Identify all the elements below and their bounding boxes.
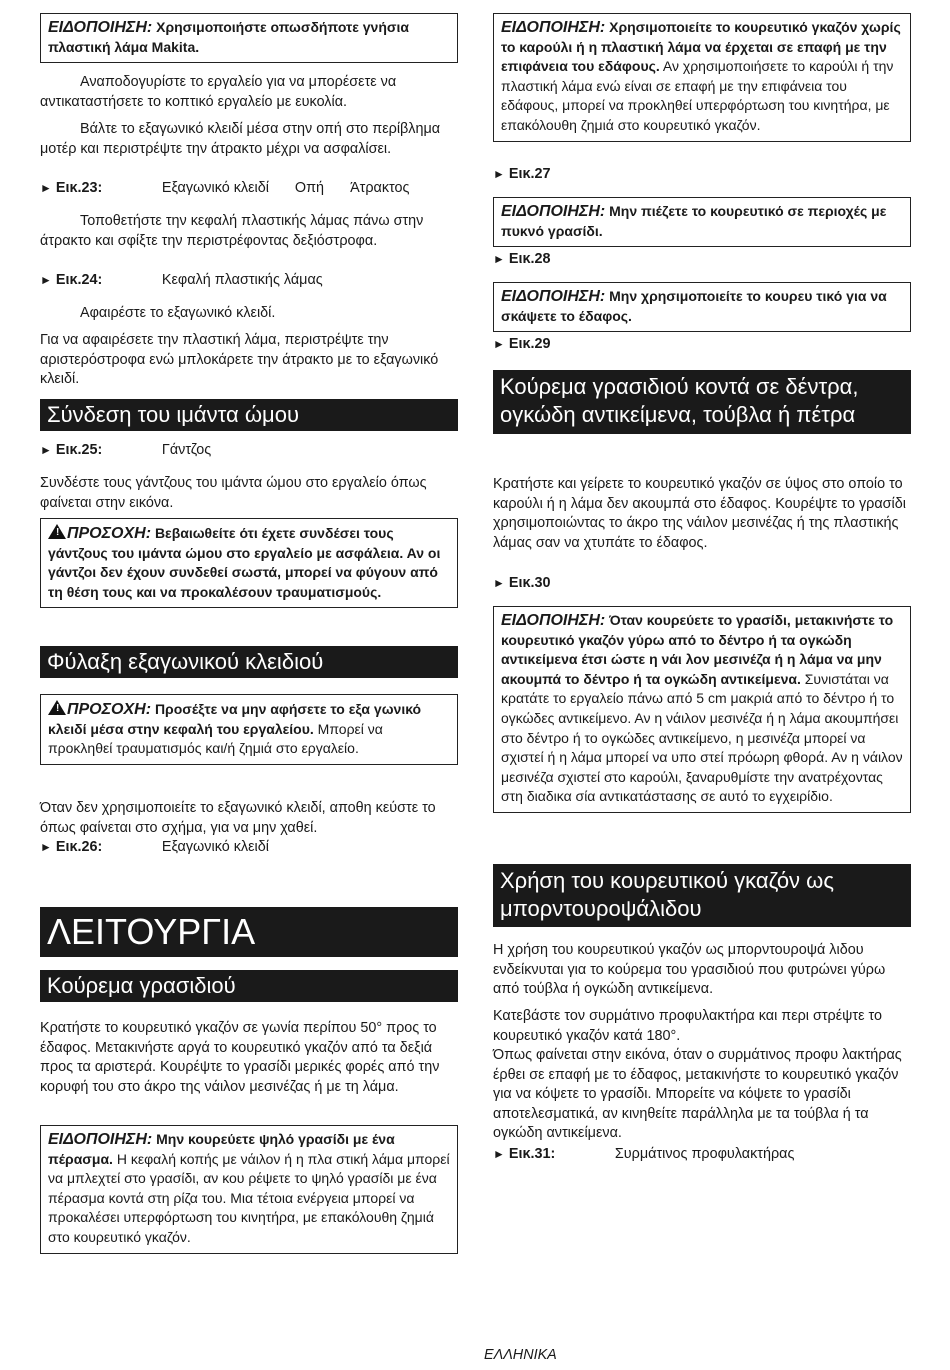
notice-digging: ΕΙΔΟΠΟΙΗΣΗ: Μην χρησιμοποιείτε το κουρευ τικό για να σκάψετε το έδαφος. (493, 282, 911, 332)
figure-ref-28: ► Εικ.28 (493, 251, 551, 267)
warning-triangle-icon: ! (48, 524, 66, 539)
notice-spool-ground: ΕΙΔΟΠΟΙΗΣΗ: Χρησιμοποιείτε το κουρευτικό γκαζόν χωρίς το καρούλι ή η πλαστική λάμα να έρχεται σε επαφή με την επιφάνεια του εδάφους. Αν χρησιμοποιήσετε το καρούλι ή την πλαστική λάμα ενώ είναι σε επαφή με την επιφάνεια του εδάφους, μπορεί να προκληθεί υπερφόρτωση του κινητήρα, με επακόλουθη ζημιά στο κουρευτικό γκαζόν. (493, 13, 911, 142)
notice-dense-grass: ΕΙΔΟΠΟΙΗΣΗ: Μην πιέζετε το κουρευτικό σε περιοχές με πυκνό γρασίδι. (493, 197, 911, 247)
paragraph: Κρατήστε το κουρευτικό γκαζόν σε γωνία περίπου 50° προς το έδαφος. Μετακινήστε αργά το κουρευτικό γκαζόν από τα δεξιά προς τα αριστερά. Κουρέψτε το γρασίδι μερικές φορές από την κορυφή του στο άκρο της νάιλον μεσινέζας ή με τη λάμα. (40, 1020, 440, 1095)
arrow-right-icon: ► (493, 576, 505, 590)
arrow-right-icon: ► (493, 337, 505, 351)
chapter-heading-operation: ΛΕΙΤΟΥΡΓΙΑ (40, 907, 458, 957)
paragraph: Βάλτε το εξαγωνικό κλειδί μέσα στην οπή στο περίβλημα μοτέρ και περιστρέψτε την άτρακτο μέχρι να ασφαλίσει. (40, 121, 441, 157)
caution-hooks: ! ΠΡΟΣΟΧΗ: Βεβαιωθείτε ότι έχετε συνδέσει τους γάντζους του ιμάντα ώμου στο εργαλείο με ασφάλεια. Αν οι γάντζοι δεν έχουν συνδεθεί σωστά, μπορεί να φύγουν από τη θέση τους και να προκαλέσουν τραυματισμούς. (40, 518, 458, 608)
figure-ref-25: ► Εικ.25: Γάντζος (40, 442, 212, 458)
paragraph: Η χρήση του κουρευτικού γκαζόν ως μπορντουροψά λιδου ενδείκνυται για το κούρεμα του γρασιδιού που φυτρώνει γύρω από τούβλα ή ογκώδη αντικείμενα. (493, 942, 886, 998)
paragraph: Όπως φαίνεται στην εικόνα, όταν ο συρμάτινος προφυ λακτήρας έρθει σε επαφή με το έδαφος, μετακινήστε το κουρευτικό γκαζόν για να κόψετε το γρασίδι. Μπορείτε να κόψετε το γρασίδι αποτελεσματικά, αν κινηθείτε παράλληλα με τα τούβλα ή τα ογκώδη αντικείμενα. (493, 1047, 902, 1142)
figure-ref-26: ► Εικ.26: Εξαγωνικό κλειδί (40, 839, 269, 855)
arrow-right-icon: ► (493, 167, 505, 181)
paragraph: Κατεβάστε τον συρμάτινο προφυλακτήρα και περι στρέψτε το κουρευτικό γκαζόν κατά 180°. (493, 1008, 882, 1044)
notice-trees: ΕΙΔΟΠΟΙΗΣΗ: Όταν κουρεύετε το γρασίδι, μετακινήστε το κουρευτικό γκαζόν γύρω από το δέντρο ή τα ογκώδη αντικείμενα έτσι ώστε η νάι λον μεσινέζα ή η λάμα να μην ακουμπά το δέντρο ή τα ογκώδη αντικείμενα. Συνιστάται να κρατάτε το εργαλείο πάνω από 5 cm μακριά από το δέντρο ή το ογκώδες αντικείμενο. Αν η νάιλον μεσινέζα ή η λάμα ακουμπήσει στο δέντρο ή το ογκώδες αντικείμενο, η μεσινέζα μπορεί να σχιστεί ή η λάμα μπορεί να υπο στεί πρόωρη φθορά. Αν η νάιλον μεσινέζα σχιστεί στο καρούλι, ξαναρυθμίστε την ανατρέχοντας στη διαδικα σία αντικατάστασης σε αυτό το εγχειρίδιο. (493, 606, 911, 813)
section-heading-shoulder-strap: Σύνδεση του ιμάντα ώμου (40, 399, 458, 431)
paragraph: Συνδέστε τους γάντζους του ιμάντα ώμου στο εργαλείο όπως φαίνεται στην εικόνα. (40, 475, 427, 511)
arrow-right-icon: ► (40, 443, 52, 457)
section-heading-edger: Χρήση του κουρευτικού γκαζόν ως μπορντουροψάλιδου (493, 864, 911, 927)
arrow-right-icon: ► (40, 181, 52, 195)
figure-ref-30: ► Εικ.30 (493, 575, 551, 591)
figure-ref-29: ► Εικ.29 (493, 336, 551, 352)
page-footer-language: ΕΛΛΗΝΙΚΑ (484, 1347, 557, 1363)
paragraph: Για να αφαιρέσετε την πλαστική λάμα, περιστρέψτε την αριστερόστροφα ενώ μπλοκάρετε την άτρακτο με το εξαγωνικό κλειδί. (40, 332, 439, 388)
notice-tall-grass: ΕΙΔΟΠΟΙΗΣΗ: Μην κουρεύετε ψηλό γρασίδι με ένα πέρασμα. Η κεφαλή κοπής με νάιλον ή η πλα στική λάμα μπορεί να μπλεχτεί στο γρασίδι, αν κου ρέψετε το ψηλό γρασίδι με ένα πέρασμα κοντά στη ρίζα του. Μια τέτοια ενέργεια μπορεί να προκαλέσει υπερφόρτωση του κινητήρα, με επακόλουθη ζημιά στο κουρευτικό γκαζόν. (40, 1125, 458, 1254)
notice-makita: ΕΙΔΟΠΟΙΗΣΗ: Χρησιμοποιήστε οπωσδήποτε γνήσια πλαστική λάμα Makita. (40, 13, 458, 63)
section-heading-mowing: Κούρεμα γρασιδιού (40, 970, 458, 1002)
paragraph: Τοποθετήστε την κεφαλή πλαστικής λάμας πάνω στην άτρακτο και σφίξτε την περιστρέφοντας δεξιόστροφα. (40, 213, 424, 249)
caution-hex-wrench: ! ΠΡΟΣΟΧΗ: Προσέξτε να μην αφήσετε το εξα γωνικό κλειδί μέσα στην κεφαλή του εργαλείου. Μπορεί να προκληθεί τραυματισμός και/ή ζημιά στο εργαλείο. (40, 694, 458, 765)
paragraph: Κρατήστε και γείρετε το κουρευτικό γκαζόν σε ύψος στο οποίο το καρούλι ή η λάμα δεν ακουμπά στο έδαφος. Κουρέψτε το γρασίδι χρησιμοποιώντας το άκρο της νάιλον μεσινέζας ή της πλαστικής λάμας σαν να χτυπάτε το έδαφος. (493, 476, 906, 551)
arrow-right-icon: ► (40, 840, 52, 854)
paragraph: Όταν δεν χρησιμοποιείτε το εξαγωνικό κλειδί, αποθη κεύστε το όπως φαίνεται στο σχήμα, για να μην χαθεί. (40, 800, 436, 836)
section-heading-hex-storage: Φύλαξη εξαγωνικού κλειδιού (40, 646, 458, 678)
warning-triangle-icon: ! (48, 700, 66, 715)
paragraph: Αφαιρέστε το εξαγωνικό κλειδί. (80, 305, 276, 321)
paragraph: Αναποδογυρίστε το εργαλείο για να μπορέσετε να αντικαταστήσετε το κοπτικό εργαλείο με ευκολία. (40, 74, 397, 110)
figure-ref-27: ► Εικ.27 (493, 166, 551, 182)
figure-ref-23: ► Εικ.23: Εξαγωνικό κλειδί Οπή Άτρακτος (40, 180, 410, 196)
section-heading-near-trees: Κούρεμα γρασιδιού κοντά σε δέντρα, ογκώδη αντικείμενα, τούβλα ή πέτρα (493, 370, 911, 434)
arrow-right-icon: ► (493, 252, 505, 266)
arrow-right-icon: ► (40, 273, 52, 287)
arrow-right-icon: ► (493, 1147, 505, 1161)
figure-ref-31: ► Εικ.31: Συρμάτινος προφυλακτήρας (493, 1146, 795, 1162)
figure-ref-24: ► Εικ.24: Κεφαλή πλαστικής λάμας (40, 272, 323, 288)
